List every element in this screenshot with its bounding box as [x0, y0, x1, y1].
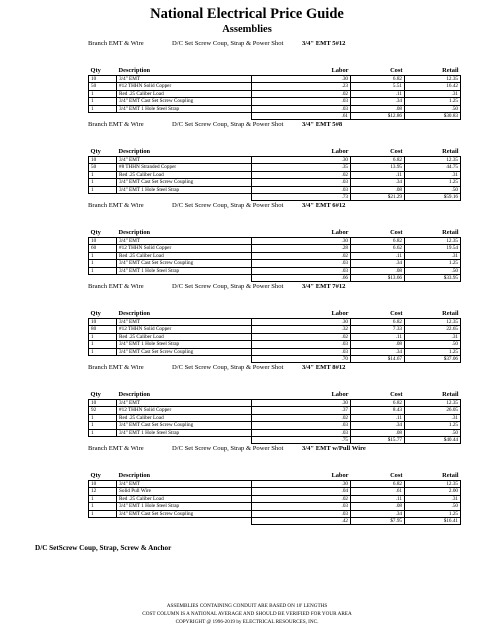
total-cost: $13.66 [351, 275, 405, 282]
description-cell: #12 THHN Solid Copper [117, 83, 252, 90]
cost-cell: 6.82 [351, 319, 405, 326]
col-labor-header: Labor [252, 66, 351, 76]
qty-cell: 80 [89, 326, 117, 333]
table-row [89, 488, 461, 495]
page-subtitle: Assemblies [222, 24, 272, 35]
labor-cell: .32 [252, 326, 351, 333]
qty-cell: 1 [89, 510, 117, 517]
retail-cell: .31 [405, 171, 461, 178]
labor-cell: .03 [252, 179, 351, 186]
qty-cell: 1 [89, 179, 117, 186]
assembly-code: 3/4" EMT 6#12 [302, 202, 346, 209]
table-header-row [89, 390, 461, 400]
qty-cell: 10 [89, 481, 117, 488]
retail-cell: .31 [405, 90, 461, 97]
total-labor: .66 [252, 275, 351, 282]
assembly-code: 3/4" EMT 5#12 [302, 40, 346, 47]
col-qty-header: Qty [89, 309, 117, 319]
description-cell: 3/4" EMT 1 Hole Steel Strap [117, 267, 252, 274]
col-cost-header: Cost [351, 228, 405, 238]
description-cell: #12 THHN Solid Copper [117, 326, 252, 333]
qty-cell: 1 [89, 422, 117, 429]
retail-cell: 1.25 [405, 260, 461, 267]
col-description-header: Description [117, 66, 252, 76]
col-qty-header: Qty [89, 66, 117, 76]
total-cost: $21.29 [351, 194, 405, 201]
col-description-header: Description [117, 471, 252, 481]
table-row [89, 400, 461, 407]
qty-cell: 1 [89, 341, 117, 348]
qty-cell: 1 [89, 105, 117, 112]
labor-cell: .30 [252, 400, 351, 407]
col-qty-header: Qty [89, 471, 117, 481]
retail-cell: 16.42 [405, 83, 461, 90]
table-row [89, 105, 461, 112]
cost-cell: .08 [351, 341, 405, 348]
cost-cell: .11 [351, 414, 405, 421]
labor-cell: .02 [252, 495, 351, 502]
cost-cell: .34 [351, 179, 405, 186]
cost-cell: .08 [351, 267, 405, 274]
labor-cell: .02 [252, 252, 351, 259]
cost-cell: 6.82 [351, 76, 405, 83]
table-row [89, 341, 461, 348]
total-row [89, 437, 461, 444]
labor-cell: .03 [252, 98, 351, 105]
table-row [89, 98, 461, 105]
retail-cell: 2.00 [405, 488, 461, 495]
assembly-table [88, 66, 461, 120]
description-cell: 3/4" EMT Cast Set Screw Coupling [117, 510, 252, 517]
qty-cell: 1 [89, 267, 117, 274]
table-row [89, 252, 461, 259]
retail-cell: 12.35 [405, 157, 461, 164]
table-header-row [89, 309, 461, 319]
labor-cell: .03 [252, 105, 351, 112]
col-labor-header: Labor [252, 309, 351, 319]
qty-cell: 12 [89, 488, 117, 495]
total-retail: $59.16 [405, 194, 461, 201]
assembly-category: Branch EMT & Wire [88, 202, 144, 209]
cost-cell: 6.82 [351, 157, 405, 164]
col-cost-header: Cost [351, 147, 405, 157]
col-retail-header: Retail [405, 309, 461, 319]
table-row [89, 157, 461, 164]
labor-cell: .30 [252, 319, 351, 326]
table-header-row [89, 471, 461, 481]
description-cell: Solid Pull Wire [117, 488, 252, 495]
assembly-table [88, 309, 461, 363]
col-retail-header: Retail [405, 66, 461, 76]
col-labor-header: Labor [252, 228, 351, 238]
retail-cell: 1.25 [405, 422, 461, 429]
description-cell: Red .25 Caliber Load [117, 90, 252, 97]
total-cost: $15.77 [351, 437, 405, 444]
qty-cell: 1 [89, 495, 117, 502]
retail-cell: 12.35 [405, 319, 461, 326]
labor-cell: .28 [252, 245, 351, 252]
assembly-category: Branch EMT & Wire [88, 121, 144, 128]
retail-cell: 19.54 [405, 245, 461, 252]
retail-cell: 12.35 [405, 76, 461, 83]
total-labor: .61 [252, 113, 351, 120]
retail-cell: 26.05 [405, 407, 461, 414]
description-cell: Red .25 Caliber Load [117, 495, 252, 502]
col-retail-header: Retail [405, 147, 461, 157]
description-cell: 3/4" EMT 1 Hole Steel Strap [117, 341, 252, 348]
labor-cell: .03 [252, 348, 351, 355]
labor-cell: .30 [252, 238, 351, 245]
qty-cell: 10 [89, 319, 117, 326]
retail-cell: .31 [405, 333, 461, 340]
total-labor: .73 [252, 194, 351, 201]
description-cell: Red .25 Caliber Load [117, 171, 252, 178]
description-cell: 3/4" EMT Cast Set Screw Coupling [117, 348, 252, 355]
retail-cell: 22.65 [405, 326, 461, 333]
qty-cell: 1 [89, 90, 117, 97]
table-row [89, 186, 461, 193]
assembly-description: D/C Set Screw Coup, Strap & Power Shot [172, 121, 284, 128]
assembly-code: 3/4" EMT 7#12 [302, 283, 346, 290]
labor-cell: .23 [252, 83, 351, 90]
retail-cell: 1.25 [405, 510, 461, 517]
retail-cell: 44.75 [405, 164, 461, 171]
description-cell: 3/4" EMT Cast Set Screw Coupling [117, 179, 252, 186]
retail-cell: 12.35 [405, 400, 461, 407]
total-cost: $14.67 [351, 356, 405, 363]
qty-cell: 10 [89, 157, 117, 164]
total-retail: $16.41 [405, 518, 461, 525]
qty-cell: 1 [89, 348, 117, 355]
labor-cell: .03 [252, 429, 351, 436]
table-row [89, 179, 461, 186]
cost-cell: 6.82 [351, 481, 405, 488]
table-row [89, 422, 461, 429]
assembly-description: D/C Set Screw Coup, Strap & Power Shot [172, 445, 284, 452]
total-cost: $7.95 [351, 518, 405, 525]
page-title: National Electrical Price Guide [150, 6, 344, 22]
section-footer-heading: D/C SetScrew Coup, Strap, Screw & Anchor [35, 544, 172, 552]
assembly-category: Branch EMT & Wire [88, 40, 144, 47]
labor-cell: .03 [252, 503, 351, 510]
cost-cell: .08 [351, 503, 405, 510]
table-row [89, 495, 461, 502]
description-cell: 3/4" EMT 1 Hole Steel Strap [117, 429, 252, 436]
description-cell: 3/4" EMT [117, 76, 252, 83]
labor-cell: .02 [252, 414, 351, 421]
labor-cell: .03 [252, 186, 351, 193]
cost-cell: 8.43 [351, 407, 405, 414]
qty-cell: 1 [89, 186, 117, 193]
table-row [89, 326, 461, 333]
qty-cell: 10 [89, 76, 117, 83]
qty-cell: 60 [89, 245, 117, 252]
description-cell: 3/4" EMT 1 Hole Steel Strap [117, 186, 252, 193]
retail-cell: 1.25 [405, 179, 461, 186]
cost-cell: .11 [351, 90, 405, 97]
col-qty-header: Qty [89, 390, 117, 400]
assembly-code: 3/4" EMT 8#12 [302, 364, 346, 371]
retail-cell: .50 [405, 503, 461, 510]
description-cell: 3/4" EMT Cast Set Screw Coupling [117, 422, 252, 429]
table-row [89, 83, 461, 90]
cost-cell: 13.95 [351, 164, 405, 171]
total-row [89, 194, 461, 201]
total-row [89, 356, 461, 363]
qty-cell: 1 [89, 260, 117, 267]
cost-cell: .11 [351, 333, 405, 340]
table-row [89, 481, 461, 488]
footer-line-conduit: ASSEMBLIES CONTAINING CONDUIT ARE BASED ON 10' LENGTHS [166, 603, 328, 609]
table-header-row [89, 147, 461, 157]
table-row [89, 260, 461, 267]
description-cell: #12 THHN Solid Copper [117, 245, 252, 252]
col-qty-header: Qty [89, 228, 117, 238]
cost-cell: .08 [351, 429, 405, 436]
col-cost-header: Cost [351, 309, 405, 319]
labor-cell: .02 [252, 333, 351, 340]
cost-cell: .34 [351, 422, 405, 429]
assembly-code: 3/4" EMT 5#8 [302, 121, 343, 128]
description-cell: Red .25 Caliber Load [117, 252, 252, 259]
col-labor-header: Labor [252, 147, 351, 157]
assembly-table [88, 390, 461, 444]
retail-cell: 12.35 [405, 481, 461, 488]
description-cell: 3/4" EMT 1 Hole Steel Strap [117, 105, 252, 112]
table-row [89, 407, 461, 414]
retail-cell: 1.25 [405, 348, 461, 355]
footer-line-cost: COST COLUMN IS A NATIONAL AVERAGE AND SHOULD BE VERIFIED FOR YOUR AREA [142, 611, 352, 617]
table-row [89, 510, 461, 517]
labor-cell: .02 [252, 90, 351, 97]
labor-cell: .35 [252, 164, 351, 171]
cost-cell: 7.33 [351, 326, 405, 333]
cost-cell: 6.82 [351, 238, 405, 245]
total-retail: $33.95 [405, 275, 461, 282]
cost-cell: .34 [351, 510, 405, 517]
col-cost-header: Cost [351, 66, 405, 76]
cost-cell: .61 [351, 488, 405, 495]
labor-cell: .03 [252, 260, 351, 267]
assembly-category: Branch EMT & Wire [88, 364, 144, 371]
total-labor: .75 [252, 437, 351, 444]
retail-cell: .31 [405, 495, 461, 502]
qty-cell: 1 [89, 429, 117, 436]
table-row [89, 164, 461, 171]
table-row [89, 90, 461, 97]
labor-cell: .30 [252, 76, 351, 83]
assembly-description: D/C Set Screw Coup, Strap & Power Shot [172, 364, 284, 371]
retail-cell: .31 [405, 252, 461, 259]
table-row [89, 267, 461, 274]
cost-cell: .34 [351, 98, 405, 105]
qty-cell: 10 [89, 400, 117, 407]
retail-cell: .50 [405, 105, 461, 112]
qty-cell: 1 [89, 414, 117, 421]
page-footer [0, 602, 494, 626]
cost-cell: .34 [351, 348, 405, 355]
table-header-row [89, 66, 461, 76]
cost-cell: .11 [351, 495, 405, 502]
assembly-table [88, 147, 461, 201]
description-cell: 3/4" EMT [117, 157, 252, 164]
assembly-table [88, 228, 461, 282]
cost-cell: .08 [351, 186, 405, 193]
retail-cell: 1.25 [405, 98, 461, 105]
description-cell: Red .25 Caliber Load [117, 333, 252, 340]
col-retail-header: Retail [405, 471, 461, 481]
footer-line-copyright: COPYRIGHT @ 1996-2019 by ELECTRICAL RESOURCES, INC. [175, 619, 319, 625]
total-row [89, 275, 461, 282]
assembly-category: Branch EMT & Wire [88, 283, 144, 290]
labor-cell: .03 [252, 341, 351, 348]
retail-cell: .50 [405, 186, 461, 193]
total-retail: $30.83 [405, 113, 461, 120]
labor-cell: .03 [252, 422, 351, 429]
table-row [89, 319, 461, 326]
total-retail: $40.44 [405, 437, 461, 444]
description-cell: #12 THHN Solid Copper [117, 407, 252, 414]
total-row [89, 518, 461, 525]
qty-cell: 50 [89, 164, 117, 171]
total-labor: .70 [252, 356, 351, 363]
table-row [89, 503, 461, 510]
table-row [89, 333, 461, 340]
labor-cell: .30 [252, 157, 351, 164]
assembly-code: 3/4" EMT w/Pull Wire [302, 445, 366, 452]
col-cost-header: Cost [351, 390, 405, 400]
labor-cell: .03 [252, 510, 351, 517]
qty-cell: 1 [89, 503, 117, 510]
description-cell: 3/4" EMT Cast Set Screw Coupling [117, 260, 252, 267]
total-row [89, 113, 461, 120]
col-qty-header: Qty [89, 147, 117, 157]
cost-cell: 6.62 [351, 245, 405, 252]
table-header-row [89, 228, 461, 238]
col-labor-header: Labor [252, 390, 351, 400]
labor-cell: .03 [252, 267, 351, 274]
assembly-description: D/C Set Screw Coup, Strap & Power Shot [172, 40, 284, 47]
col-description-header: Description [117, 390, 252, 400]
description-cell: #8 THHN Stranded Copper [117, 164, 252, 171]
total-cost: $12.86 [351, 113, 405, 120]
description-cell: 3/4" EMT [117, 481, 252, 488]
description-cell: 3/4" EMT 1 Hole Steel Strap [117, 503, 252, 510]
cost-cell: .11 [351, 252, 405, 259]
cost-cell: .08 [351, 105, 405, 112]
assembly-category: Branch EMT & Wire [88, 445, 144, 452]
table-row [89, 245, 461, 252]
qty-cell: 1 [89, 98, 117, 105]
col-description-header: Description [117, 228, 252, 238]
col-description-header: Description [117, 309, 252, 319]
col-retail-header: Retail [405, 390, 461, 400]
qty-cell: 10 [89, 238, 117, 245]
labor-cell: .37 [252, 407, 351, 414]
cost-cell: .34 [351, 260, 405, 267]
cost-cell: 6.82 [351, 400, 405, 407]
retail-cell: .50 [405, 429, 461, 436]
assembly-table [88, 471, 461, 525]
qty-cell: 92 [89, 407, 117, 414]
col-cost-header: Cost [351, 471, 405, 481]
assembly-description: D/C Set Screw Coup, Strap & Power Shot [172, 283, 284, 290]
cost-cell: 5.51 [351, 83, 405, 90]
table-row [89, 429, 461, 436]
col-description-header: Description [117, 147, 252, 157]
description-cell: Red .25 Caliber Load [117, 414, 252, 421]
description-cell: 3/4" EMT [117, 400, 252, 407]
total-retail: $37.06 [405, 356, 461, 363]
description-cell: 3/4" EMT [117, 238, 252, 245]
total-labor: .42 [252, 518, 351, 525]
retail-cell: .31 [405, 414, 461, 421]
table-row [89, 76, 461, 83]
table-row [89, 414, 461, 421]
retail-cell: .50 [405, 267, 461, 274]
retail-cell: 12.35 [405, 238, 461, 245]
table-row [89, 171, 461, 178]
qty-cell: 1 [89, 171, 117, 178]
retail-cell: .50 [405, 341, 461, 348]
table-row [89, 238, 461, 245]
qty-cell: 1 [89, 333, 117, 340]
description-cell: 3/4" EMT Cast Set Screw Coupling [117, 98, 252, 105]
labor-cell: .02 [252, 171, 351, 178]
assembly-description: D/C Set Screw Coup, Strap & Power Shot [172, 202, 284, 209]
labor-cell: .30 [252, 481, 351, 488]
cost-cell: .11 [351, 171, 405, 178]
qty-cell: 1 [89, 252, 117, 259]
col-labor-header: Labor [252, 471, 351, 481]
labor-cell: .04 [252, 488, 351, 495]
col-retail-header: Retail [405, 228, 461, 238]
description-cell: 3/4" EMT [117, 319, 252, 326]
table-row [89, 348, 461, 355]
qty-cell: 50 [89, 83, 117, 90]
